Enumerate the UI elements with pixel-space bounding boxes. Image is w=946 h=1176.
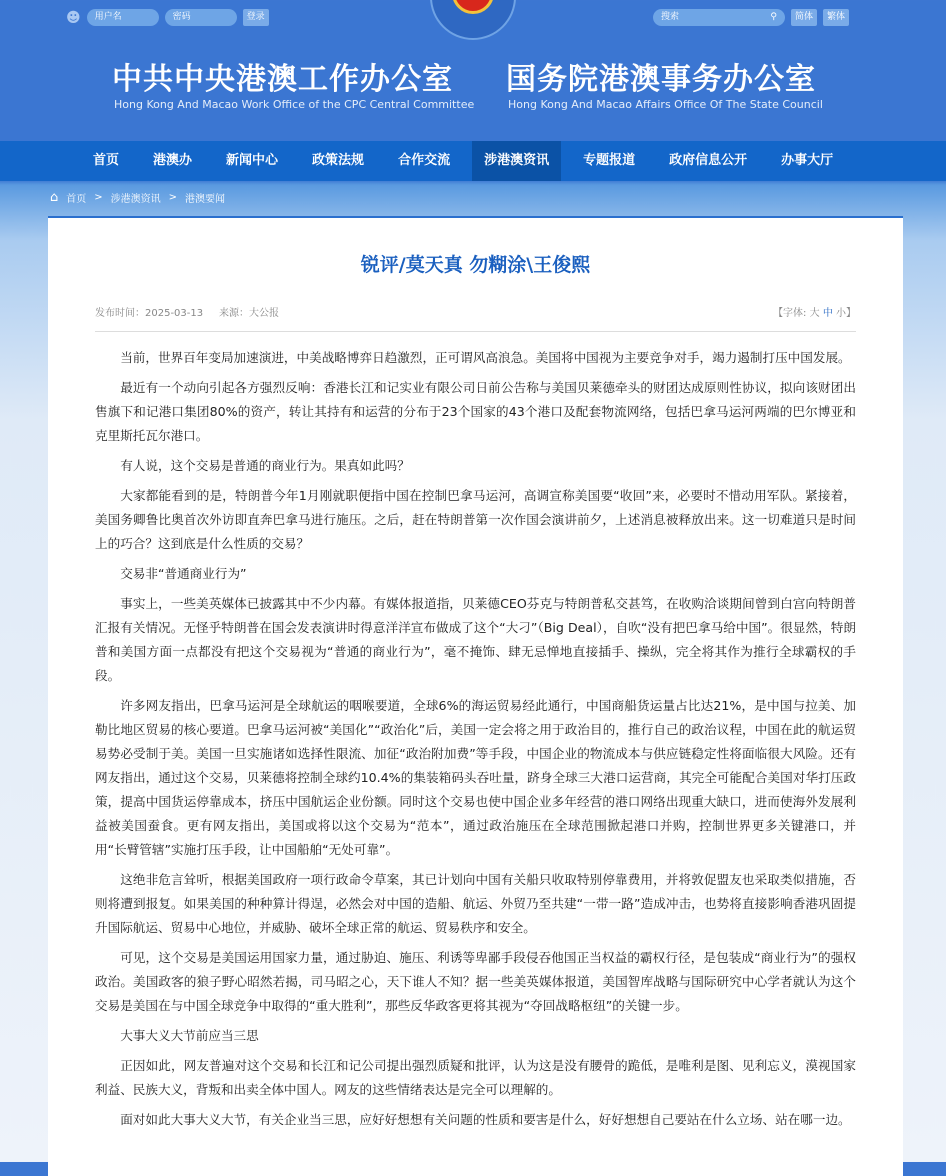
nav-item[interactable]: 港澳办 (153, 153, 193, 168)
font-small-button[interactable]: 小】 (836, 308, 856, 319)
font-large-button[interactable]: 大 (809, 308, 820, 319)
breadcrumb-home[interactable]: 首页 (66, 194, 87, 205)
login-bar (66, 9, 269, 26)
search-input[interactable] (653, 9, 785, 26)
font-size-label: 【字体: (773, 308, 807, 319)
home-icon: ⌂ (50, 190, 59, 205)
nav-item[interactable]: 合作交流 (398, 153, 451, 168)
article-paragraph: 交易非“普通商业行为” (120, 566, 247, 581)
breadcrumb-separator: > (168, 192, 178, 203)
search-icon[interactable]: ⚲ (770, 12, 777, 22)
nav-item[interactable]: 首页 (93, 153, 120, 168)
source: 来源：大公报 (219, 308, 280, 319)
nav-item[interactable]: 专题报道 (583, 153, 636, 168)
article-paragraph: 事实上，一些美英媒体已披露其中不少内幕。有媒体报道指，贝莱德CEO芬克与特朗普私交甚笃，在收购洽谈期间曾到白宫向特朗普汇报有关情况。无怪乎特朗普在国会发表演讲时得意洋洋宣布做成了这个“大刁”（Big Deal），自吹“没有把巴拿马给中国”。很显然，特朗普和美国方面一点都没有把这个交易视为“普通的商业行为”，毫不掩饰、肆无忌惮地直接插手、操纵，完全将其作为推行全球霸权的手段。 (95, 596, 856, 683)
article-paragraph: 正因如此，网友普遍对这个交易和长江和记公司提出强烈质疑和批评，认为这是没有腰骨的跪低，是唯利是图、见利忘义，漠视国家利益、民族大义，背叛和出卖全体中国人。网友的这些情绪表达是完全可以理解的。 (95, 1058, 856, 1097)
nav-item[interactable]: 新闻中心 (226, 153, 279, 168)
article-title: 锐评/莫天真 勿糊涂\王俊熙 (360, 254, 591, 276)
article-meta (95, 304, 856, 332)
password-input[interactable]: 密码 (165, 9, 237, 26)
breadcrumb-current[interactable]: 港澳要闻 (185, 194, 226, 205)
title-en-1: Hong Kong And Macao Work Office of the CPC Central Committee (114, 98, 475, 111)
nav-item[interactable]: 政策法规 (312, 153, 365, 168)
publish-date: 发布时间：2025-03-13 (95, 308, 204, 319)
breadcrumb-section[interactable]: 涉港澳资讯 (110, 194, 161, 205)
nav-item[interactable]: 政府信息公开 (669, 153, 748, 168)
article-paragraph: 大家都能看到的是，特朗普今年1月刚就职便指中国在控制巴拿马运河，高调宣称美国要“收回”来，必要时不惜动用军队。紧接着，美国务卿鲁比奥首次外访即直奔巴拿马进行施压。之后，赶在特朗普第一次作国会演讲前夕，上述消息被释放出来。这一切难道只是时间上的巧合？这到底是什么性质的交易？ (95, 488, 856, 551)
traditional-button[interactable]: 繁体 (823, 9, 849, 26)
main-nav (0, 141, 946, 181)
title-cn-2: 国务院港澳事务办公室 (506, 62, 816, 97)
article-paragraph: 有人说，这个交易是普通的商业行为。果真如此吗？ (120, 458, 410, 473)
title-cn-1: 中共中央港澳工作办公室 (112, 62, 453, 97)
site-header (0, 0, 946, 140)
user-icon: ☻ (66, 9, 81, 26)
font-medium-button[interactable]: 中 (822, 308, 833, 319)
article-body (95, 346, 856, 1132)
nav-item[interactable]: 涉港澳资讯 (472, 141, 561, 181)
nav-item[interactable]: 办事大厅 (781, 153, 834, 168)
national-emblem-logo (430, 0, 516, 40)
article-container (48, 216, 903, 1176)
article-paragraph: 可见，这个交易是美国运用国家力量，通过胁迫、施压、利诱等卑鄙手段侵吞他国正当权益的霸权行径，是包装成“商业行为”的强权政治。美国政客的狼子野心昭然若揭，司马昭之心，天下谁人不知？据一些美英媒体报道，美国智库战略与国际研究中心学者就认为这个交易是美国在与中国全球竞争中取得的“重大胜利”，那些反华政客更将其视为“夺回战略枢纽”的关键一步。 (95, 950, 856, 1013)
article-paragraph: 大事大义大节前应当三思 (120, 1028, 259, 1043)
article-paragraph: 面对如此大事大义大节，有关企业当三思，应好好想想有关问题的性质和要害是什么，好好想想自己要站在什么立场、站在哪一边。 (120, 1112, 851, 1127)
article-paragraph: 当前，世界百年变局加速演进，中美战略博弈日趋激烈，正可谓风高浪急。美国将中国视为主要竞争对手，竭力遏制打压中国发展。 (120, 350, 851, 365)
breadcrumb (50, 190, 225, 205)
article-paragraph: 最近有一个动向引起各方强烈反响：香港长江和记实业有限公司日前公告称与美国贝莱德牵头的财团达成原则性协议，拟向该财团出售旗下和记港口集团80%的资产，转让其持有和运营的分布于23个国家的43个港口及配套物流网络，包括巴拿马运河两端的巴尔博亚和克里斯托瓦尔港口。 (95, 380, 856, 443)
simplified-button[interactable]: 简体 (791, 9, 817, 26)
breadcrumb-separator: > (94, 192, 103, 203)
title-en-2: Hong Kong And Macao Affairs Office Of The State Council (508, 98, 823, 111)
username-input[interactable]: 用户名 (87, 9, 159, 26)
search-placeholder: 搜索 (661, 12, 680, 22)
article-paragraph: 这绝非危言耸听，根据美国政府一项行政命令草案，其已计划向中国有关船只收取特别停靠费用，并将敦促盟友也采取类似措施，否则将遭到报复。如果美国的种种算计得逞，必然会对中国的造船、航运、外贸乃至共建“一带一路”造成冲击，也势将直接影响香港巩固提升国际航运、贸易中心地位，并威胁、破坏全球正常的航运、贸易秩序和安全。 (95, 872, 856, 935)
article-paragraph: 许多网友指出，巴拿马运河是全球航运的咽喉要道，全球6%的海运贸易经此通行，中国商船货运量占比达21%，是中国与拉美、加勒比地区贸易的核心要道。巴拿马运河被“美国化”“政治化”后，美国一定会将之用于政治目的，推行自己的政治议程，中国在此的航运贸易势必受制于美。美国一旦实施诸如选择性限流、加征“政治附加费”等手段，中国企业的物流成本与供应链稳定性将面临很大风险。还有网友指出，通过这个交易，贝莱德将控制全球约10.4%的集装箱码头吞吐量，跻身全球三大港口运营商，其完全可能配合美国对华打压政策，提高中国货运停靠成本，挤压中国航运企业份额。同时这个交易也使中国企业多年经营的港口网络出现重大缺口，进而使海外发展利益被美国蚕食。更有网友指出，美国或将以这个交易为“范本”，通过政治施压在全球范围掀起港口并购，控制世界更多关键港口，并用“长臂管辖”实施打压手段，让中国船舶“无处可靠”。 (95, 698, 856, 857)
login-button[interactable]: 登录 (243, 9, 269, 26)
